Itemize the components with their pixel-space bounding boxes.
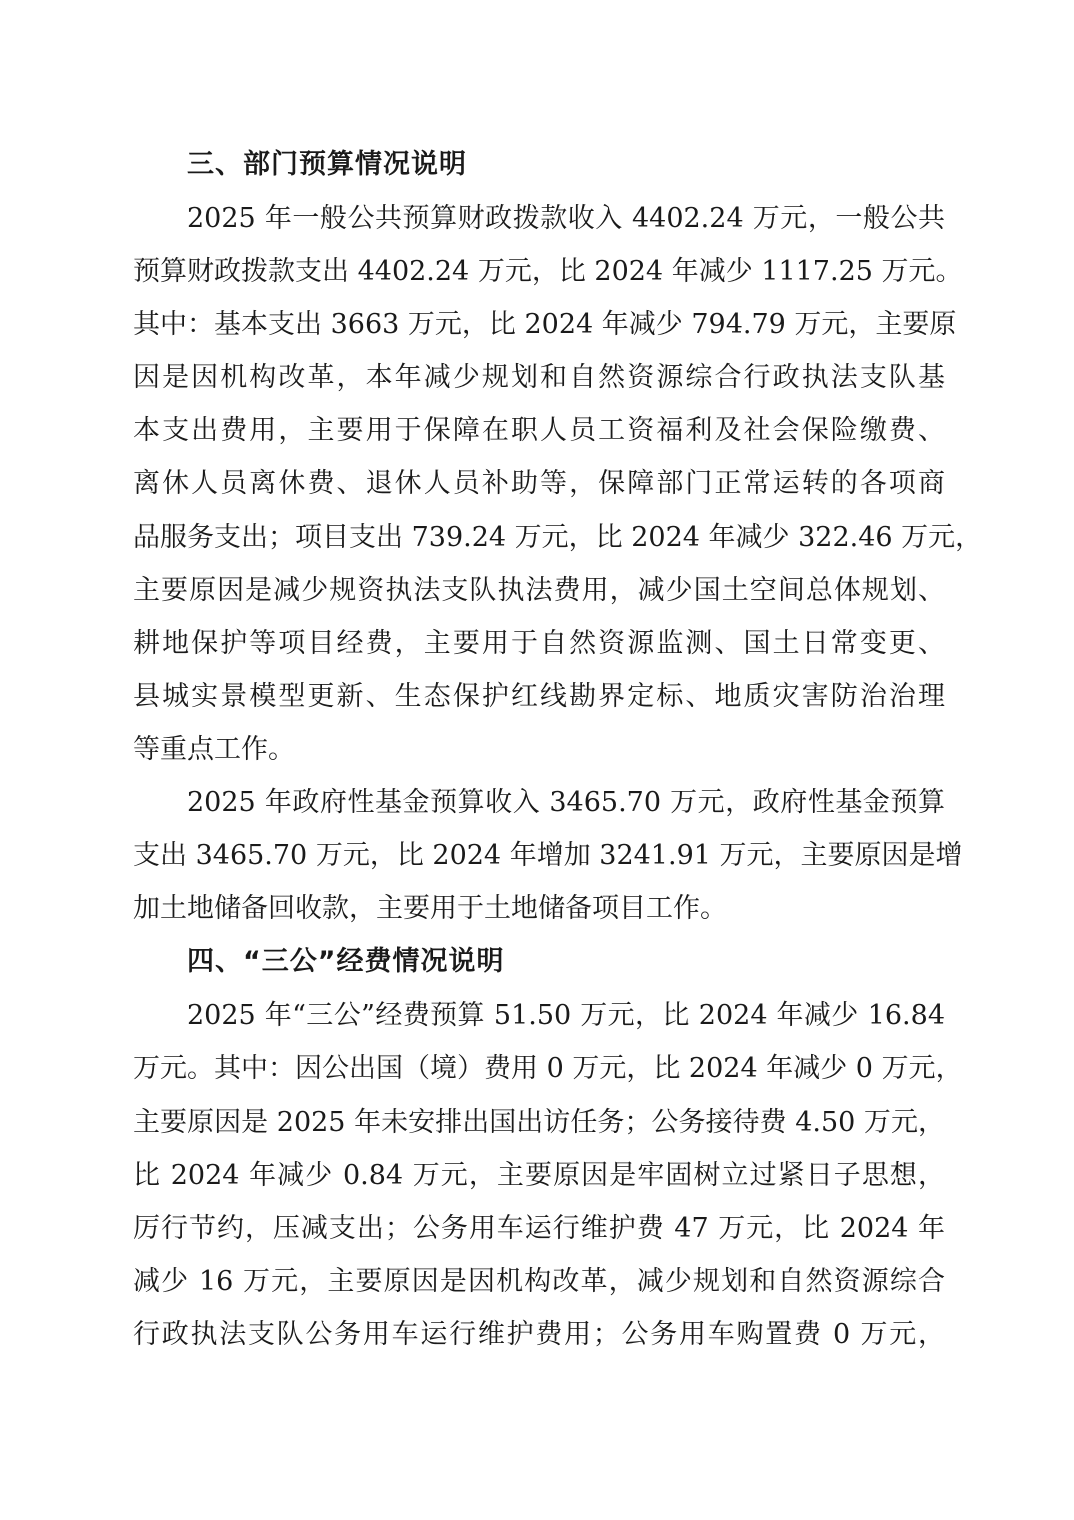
text-line: 县城实景模型更新、生态保护红线勘界定标、地质灾害防治治理 <box>133 680 945 712</box>
text-line: 支出 3465.70 万元，比 2024 年增加 3241.91 万元，主要原因是增 <box>133 840 963 872</box>
section-3-paragraph-2 <box>133 776 963 935</box>
section-3-paragraph-1 <box>133 192 983 776</box>
text-line: 品服务支出；项目支出 739.24 万元，比 2024 年减少 322.46 万元， <box>133 521 983 553</box>
section-4-heading: 四、“三公”经费情况说明 <box>187 946 505 978</box>
text-line: 本支出费用，主要用于保障在职人员工资福利及社会保险缴费、 <box>133 415 945 447</box>
text-line: 厉行节约，压减支出；公务用车运行维护费 47 万元，比 2024 年 <box>133 1212 945 1244</box>
text-line: 离休人员离休费、退休人员补助等，保障部门正常运转的各项商 <box>133 468 945 500</box>
text-line: 耕地保护等项目经费，主要用于自然资源监测、国土日常变更、 <box>133 627 945 659</box>
text-line: 行政执法支队公务用车运行维护费用；公务用车购置费 0 万元， <box>133 1318 945 1350</box>
text-line: 主要原因是 2025 年未安排出国出访任务；公务接待费 4.50 万元， <box>133 1106 945 1138</box>
text-line: 因是因机构改革，本年减少规划和自然资源综合行政执法支队基 <box>133 362 945 394</box>
text-line: 比 2024 年减少 0.84 万元，主要原因是牢固树立过紧日子思想， <box>133 1159 945 1191</box>
text-line: 主要原因是减少规资执法支队执法费用，减少国土空间总体规划、 <box>133 574 945 606</box>
text-line: 万元。其中：因公出国（境）费用 0 万元，比 2024 年减少 0 万元， <box>133 1053 963 1085</box>
text-line: 预算财政拨款支出 4402.24 万元，比 2024 年减少 1117.25 万元。 <box>133 256 963 288</box>
text-line: 2025 年政府性基金预算收入 3465.70 万元，政府性基金预算 <box>187 787 945 819</box>
section-4-paragraph-1 <box>133 989 963 1361</box>
section-3-heading: 三、部门预算情况说明 <box>187 149 467 180</box>
text-line: 2025 年一般公共预算财政拨款收入 4402.24 万元，一般公共 <box>187 203 945 234</box>
document-page <box>133 138 983 1361</box>
text-line: 加土地储备回收款，主要用于土地储备项目工作。 <box>133 893 727 925</box>
text-line: 2025 年“三公”经费预算 51.50 万元，比 2024 年减少 16.84 <box>187 1000 945 1032</box>
text-line: 等重点工作。 <box>133 733 295 765</box>
text-line: 减少 16 万元，主要原因是因机构改革，减少规划和自然资源综合 <box>133 1265 945 1297</box>
text-line: 其中：基本支出 3663 万元，比 2024 年减少 794.79 万元，主要原 <box>133 309 957 341</box>
